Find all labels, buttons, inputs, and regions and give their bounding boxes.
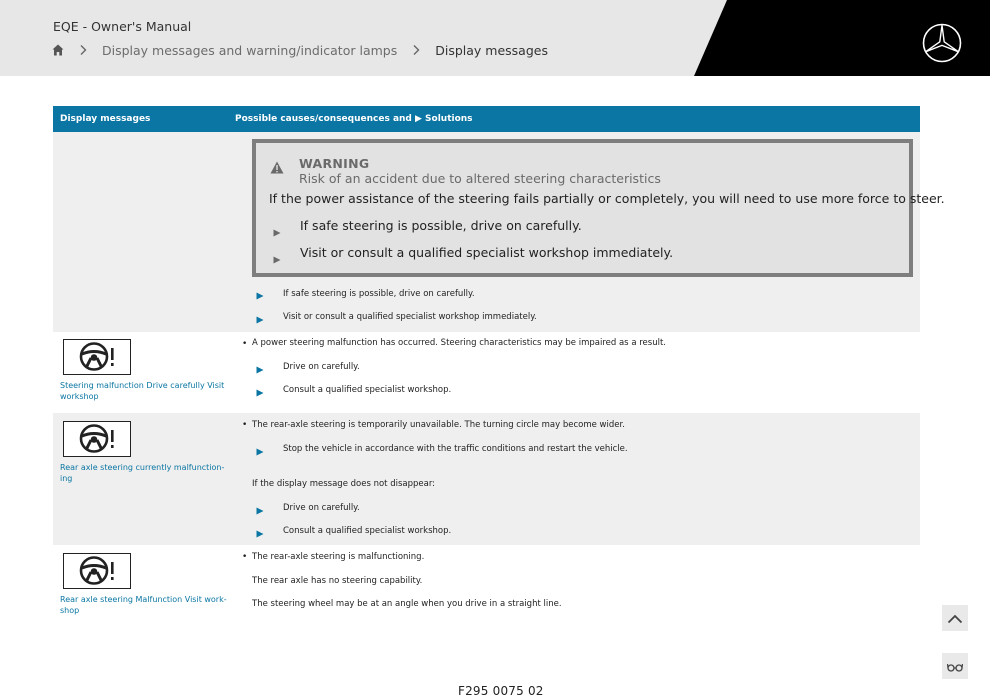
caption-line: workshop: [60, 392, 99, 401]
caption-line: ing: [60, 474, 73, 483]
home-icon[interactable]: [52, 44, 64, 56]
solution-step: If safe steering is possible, drive on carefully.: [283, 289, 475, 299]
scroll-to-top-button[interactable]: [942, 605, 968, 631]
solution-step: Visit or consult a qualified specialist workshop immediately.: [283, 312, 537, 322]
message-caption: [60, 594, 227, 616]
chevron-right-icon: [411, 44, 421, 56]
triangle-bullet-icon: [256, 448, 264, 456]
cause-text: The rear axle has no steering capability.: [252, 576, 423, 586]
steering-wheel-warning-icon: [63, 421, 131, 457]
manual-title: EQE - Owner's Manual: [53, 19, 192, 34]
warning-title: WARNING: [299, 156, 370, 171]
warning-triangle-icon: [270, 159, 284, 178]
warning-step: Visit or consult a qualified specialist workshop immediately.: [300, 245, 674, 260]
cause-text: The steering wheel may be at an angle when you drive in a straight line.: [252, 599, 562, 609]
table-header: [53, 106, 920, 132]
chevron-up-icon: [947, 609, 963, 628]
column-header-display-messages: Display messages: [60, 114, 151, 124]
bullet-dot: •: [242, 339, 248, 349]
cause-text: The rear-axle steering is temporarily unavailable. The turning circle may become wider.: [252, 420, 625, 430]
mercedes-star-logo[interactable]: [921, 22, 963, 64]
chevron-right-icon: [78, 44, 88, 56]
triangle-bullet-icon: [256, 507, 264, 515]
warning-box: [252, 139, 945, 277]
caption-line: Steering malfunction Drive carefully Visit: [60, 381, 225, 390]
triangle-bullet-icon: [256, 316, 264, 324]
triangle-bullet-icon: [256, 292, 264, 300]
bullet-dot: •: [242, 552, 248, 562]
breadcrumb-item-display-warning[interactable]: Display messages and warning/indicator lamps: [102, 42, 398, 58]
breadcrumb-item-display-messages[interactable]: Display messages: [435, 42, 548, 58]
breadcrumb: [52, 40, 548, 60]
caption-line: shop: [60, 606, 80, 615]
solution-step: Drive on carefully.: [283, 503, 360, 513]
steering-wheel-warning-icon: [63, 553, 131, 589]
triangle-bullet-icon: [256, 530, 264, 538]
header: [0, 0, 990, 76]
message-caption: [60, 380, 224, 402]
accessibility-button[interactable]: [942, 653, 968, 679]
glasses-icon: [947, 657, 963, 676]
column-header-causes-solutions: Possible causes/consequences and ▶ Solutions: [235, 114, 473, 124]
warning-step: If safe steering is possible, drive on carefully.: [300, 218, 582, 233]
solution-step: Consult a qualified specialist workshop.: [283, 526, 452, 536]
warning-body: If the power assistance of the steering fails partially or completely, you will need to use more force to steer.: [269, 191, 945, 206]
solution-step: Stop the vehicle in accordance with the traffic conditions and restart the vehicle.: [283, 444, 628, 454]
cause-text: The rear-axle steering is malfunctioning.: [252, 552, 425, 562]
figure-code: F295 0075 02: [458, 684, 544, 698]
caption-line: Rear axle steering Malfunction Visit work-: [60, 595, 227, 604]
cause-text: A power steering malfunction has occurred. Steering characteristics may be impaired as a result.: [252, 338, 666, 348]
triangle-bullet-icon: [256, 366, 264, 374]
steering-wheel-warning-icon: [63, 339, 131, 375]
message-caption: [60, 462, 224, 484]
caption-line: Rear axle steering currently malfunction-: [60, 463, 225, 472]
triangle-bullet-icon: [256, 389, 264, 397]
note-text: If the display message does not disappear:: [252, 479, 436, 489]
solution-step: Consult a qualified specialist workshop.: [283, 385, 452, 395]
bullet-dot: •: [242, 420, 248, 430]
triangle-bullet-icon: [273, 222, 281, 230]
solution-step: Drive on carefully.: [283, 362, 360, 372]
warning-subtitle: Risk of an accident due to altered steering characteristics: [299, 171, 661, 186]
triangle-bullet-icon: [273, 249, 281, 257]
